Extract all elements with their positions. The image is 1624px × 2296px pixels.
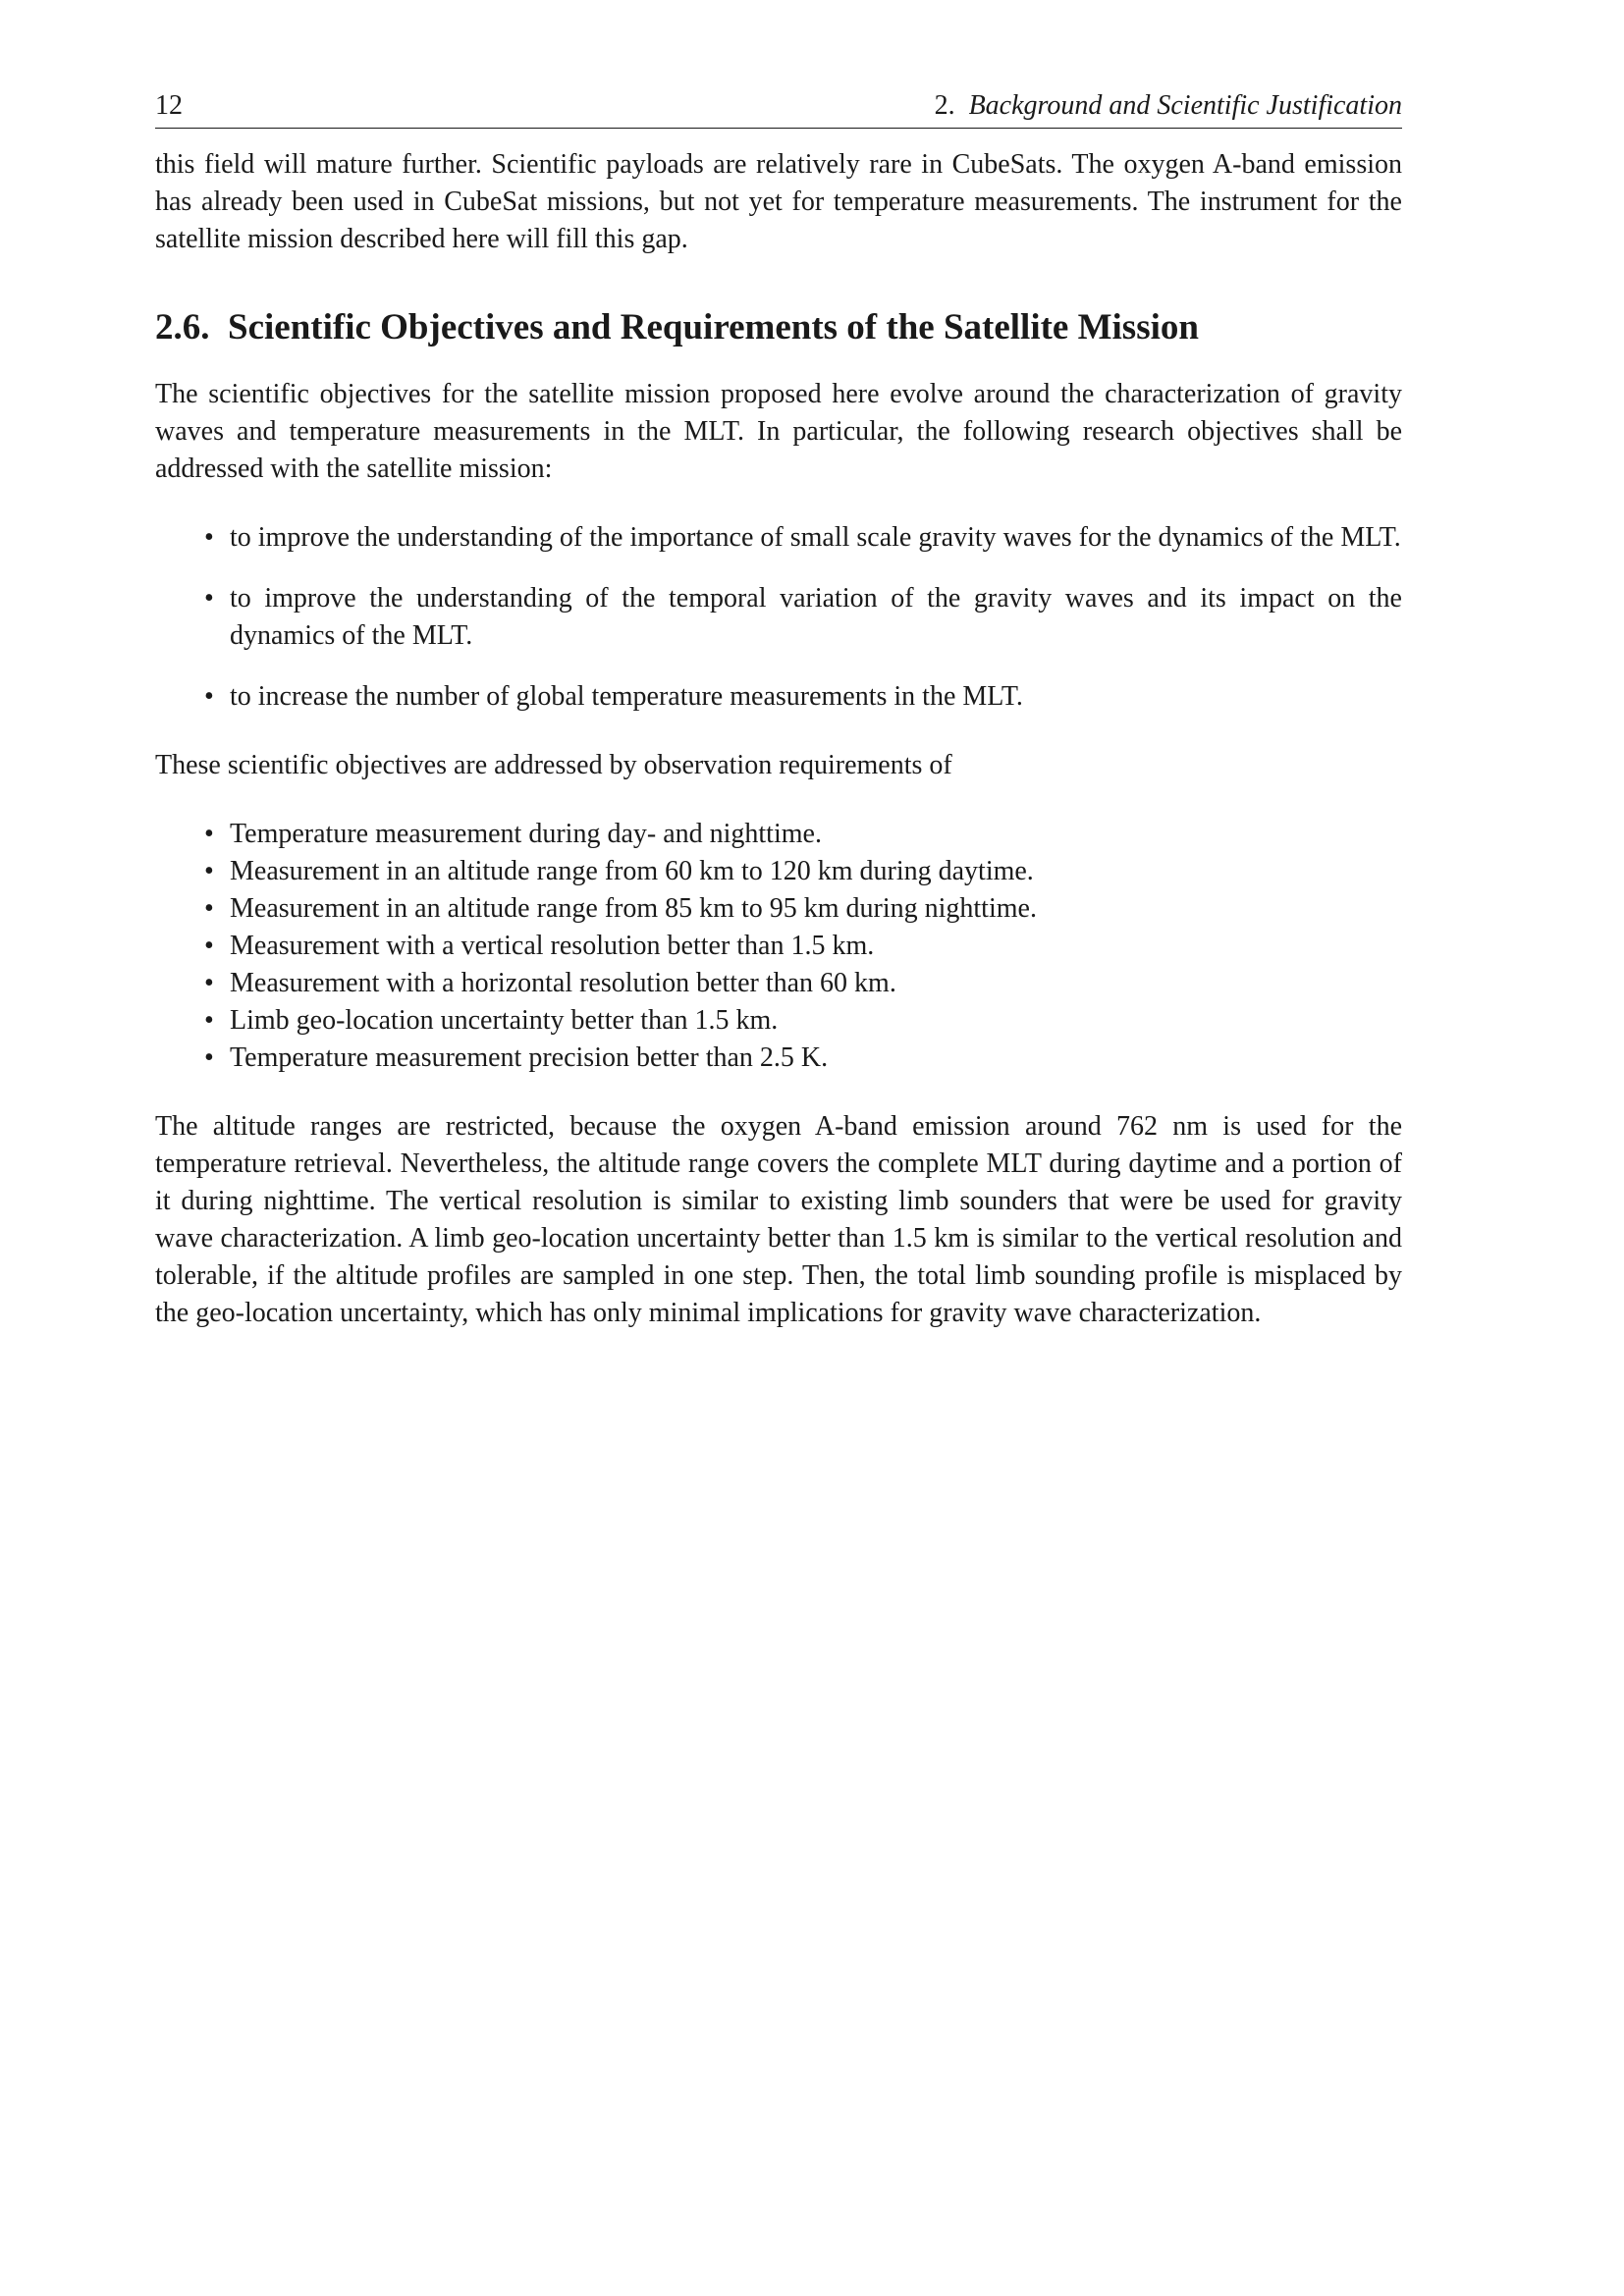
list-item (155, 853, 1402, 890)
bullet-icon: • (204, 1005, 214, 1036)
bullet-icon: • (204, 1042, 214, 1073)
section-title: Scientific Objectives and Requirements of the Satellite Mission (228, 307, 1199, 347)
requirements-lead: These scientific objectives are addressed by observation requirements of (155, 750, 952, 780)
page-number: 12 (155, 90, 183, 121)
chapter-number: 2. (934, 90, 955, 121)
list-item (155, 1002, 1402, 1040)
bullet-icon: • (204, 681, 214, 712)
list-item (155, 519, 1402, 557)
requirement-text: Limb geo-location uncertainty better than 1.5 km. (230, 1005, 779, 1036)
list-item (155, 580, 1402, 655)
list-item (155, 1040, 1402, 1077)
bullet-icon: • (204, 819, 214, 849)
requirement-text: Temperature measurement precision better than 2.5 K. (230, 1042, 829, 1073)
bullet-icon: • (204, 856, 214, 886)
section-heading (155, 305, 1402, 350)
list-item (155, 678, 1402, 716)
chapter-title (935, 90, 1402, 122)
list-item (155, 928, 1402, 965)
requirement-text: Measurement with a horizontal resolution better than 60 km. (230, 968, 896, 998)
requirement-text: Measurement in an altitude range from 85 km to 95 km during nighttime. (230, 893, 1037, 924)
bullet-icon: • (204, 931, 214, 961)
objective-text: to improve the understanding of the importance of small scale gravity waves for the dynamics of the MLT. (230, 522, 1401, 553)
continued-paragraph: this field will mature further. Scientific payloads are relatively rare in CubeSats. The oxygen A-band emission has already been used in CubeSat missions, but not yet for temperature measurements. The instrument for the satellite mission described here will fill this gap. (155, 149, 1402, 254)
objective-text: to improve the understanding of the temporal variation of the gravity waves and its impact on the dynamics of the MLT. (230, 583, 1402, 651)
requirement-text: Measurement in an altitude range from 60 km to 120 km during daytime. (230, 856, 1034, 886)
requirements-list (155, 816, 1402, 1077)
bullet-icon: • (204, 522, 214, 553)
chapter-title-text: Background and Scientific Justification (968, 90, 1402, 121)
list-item (155, 890, 1402, 928)
document-page (155, 86, 1402, 1332)
intro-paragraph: The scientific objectives for the satellite mission proposed here evolve around the characterization of gravity waves and temperature measurements in the MLT. In particular, the following research objectives shall be addressed with the satellite mission: (155, 379, 1402, 484)
requirement-text: Temperature measurement during day- and nighttime. (230, 819, 822, 849)
conclusion-paragraph: The altitude ranges are restricted, because the oxygen A-band emission around 762 nm is used for the temperature retrieval. Nevertheless, the altitude range covers the complete MLT during daytime and a portion of it during nighttime. The vertical resolution is similar to existing limb sounders that were be used for gravity wave characterization. A limb geo-location uncertainty better than 1.5 km is similar to the vertical resolution and tolerable, if the altitude profiles are sampled in one step. Then, the total limb sounding profile is misplaced by the geo-location uncertainty, which has only minimal implications for gravity wave characterization. (155, 1111, 1402, 1328)
objectives-list (155, 519, 1402, 716)
bullet-icon: • (204, 968, 214, 998)
requirement-text: Measurement with a vertical resolution better than 1.5 km. (230, 931, 875, 961)
running-header (155, 86, 1402, 129)
bullet-icon: • (204, 893, 214, 924)
bullet-icon: • (204, 583, 214, 614)
list-item (155, 816, 1402, 853)
objective-text: to increase the number of global temperature measurements in the MLT. (230, 681, 1023, 712)
list-item (155, 965, 1402, 1002)
section-number: 2.6. (155, 307, 210, 347)
